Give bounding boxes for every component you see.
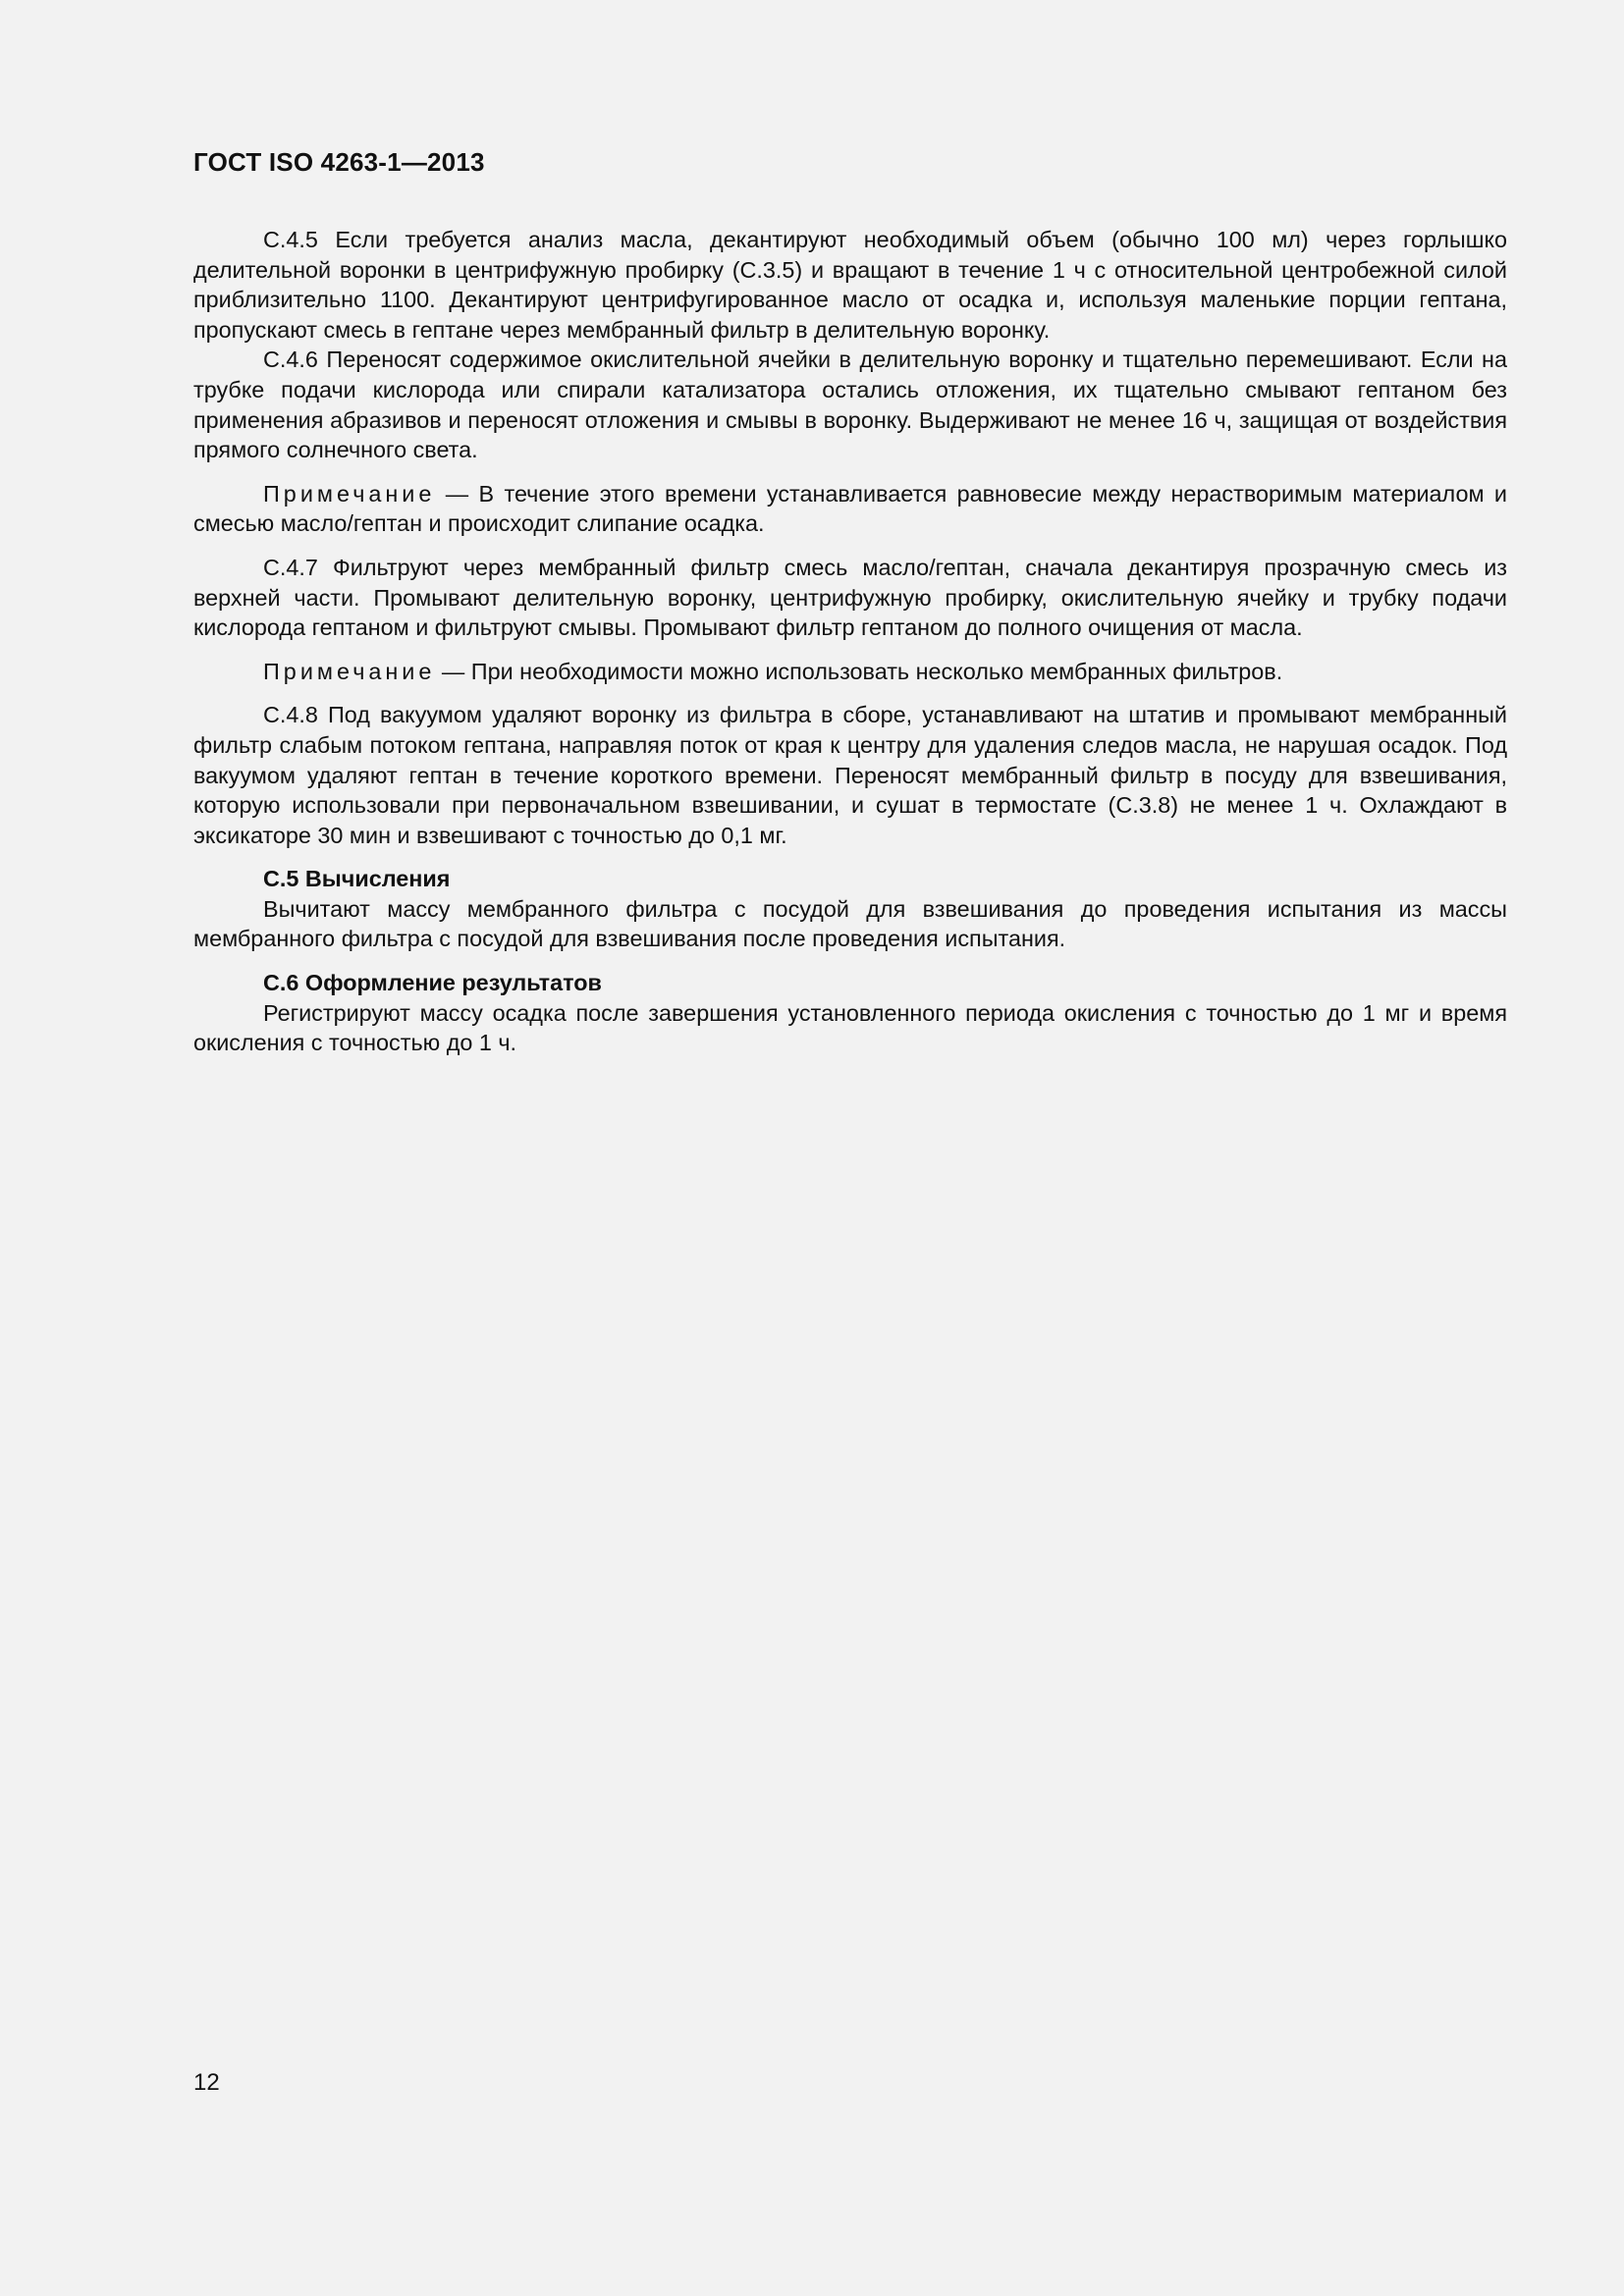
note-2-label: Примечание (263, 658, 436, 684)
page-number: 12 (193, 2069, 220, 2096)
section-heading-c6: С.6 Оформление результатов (263, 970, 602, 996)
note-1-text: — В течение этого времени устанавливается равновесие между нерастворимым материалом и смесью масло/гептан и происходит слипание осадка. (193, 480, 1507, 537)
note-1-label: Примечание (263, 480, 436, 507)
paragraph-c6: Регистрируют массу осадка после завершения установленного периода окисления с точностью до 1 мг и время окисления с точностью до 1 ч. (193, 999, 1507, 1056)
paragraph-c48: С.4.8 Под вакуумом удаляют воронку из фильтра в сборе, устанавливают на штатив и промывают мембранный фильтр слабым потоком гептана, направляя поток от края к центру для удаления следов масла, не нарушая осадок. Под вакуумом удаляют гептан в течение короткого времени. Переносят мембранный фильтр в посуду для взвешивания, которую использовали при первоначальном взвешивании, и сушат в термостате (С.3.8) не менее 1 ч. Охлаждают в эксикаторе 30 мин и взвешивают с точностью до 0,1 мг. (193, 702, 1507, 848)
paragraph-c5: Вычитают массу мембранного фильтра с посудой для взвешивания до проведения испытания из массы мембранного фильтра с посудой для взвешивания после проведения испытания. (193, 895, 1507, 952)
note-1 (193, 479, 1507, 539)
section-heading-c5: С.5 Вычисления (263, 866, 451, 892)
paragraph-c45: С.4.5 Если требуется анализ масла, декантируют необходимый объем (обычно 100 мл) через горлышко делительной воронки в центрифужную пробирку (С.3.5) и вращают в течение 1 ч с относительной центробежной силой приблизительно 1100. Декантируют центрифугированное масло от осадка и, используя маленькие порции гептана, пропускают смесь в гептане через мембранный фильтр в делительную воронку. (193, 227, 1507, 343)
standard-code-header: ГОСТ ISO 4263-1—2013 (193, 147, 485, 177)
paragraph-c46: С.4.6 Переносят содержимое окислительной ячейки в делительную воронку и тщательно перемешивают. Если на трубке подачи кислорода или спирали катализатора остались отложения, их тщательно смывают гептаном без применения абразивов и переносят отложения и смывы в воронку. Выдерживают не менее 16 ч, защищая от воздействия прямого солнечного света. (193, 347, 1507, 463)
note-2 (193, 657, 1507, 687)
note-2-text: — При необходимости можно использовать несколько мембранных фильтров. (435, 658, 1283, 684)
paragraph-c47: С.4.7 Фильтруют через мембранный фильтр смесь масло/гептан, сначала декантируя прозрачную смесь из верхней части. Промывают делительную воронку, центрифужную пробирку, окислительную ячейку и трубку подачи кислорода гептаном и фильтруют смывы. Промывают фильтр гептаном до полного очищения от масла. (193, 554, 1507, 641)
document-body (193, 225, 1507, 1058)
